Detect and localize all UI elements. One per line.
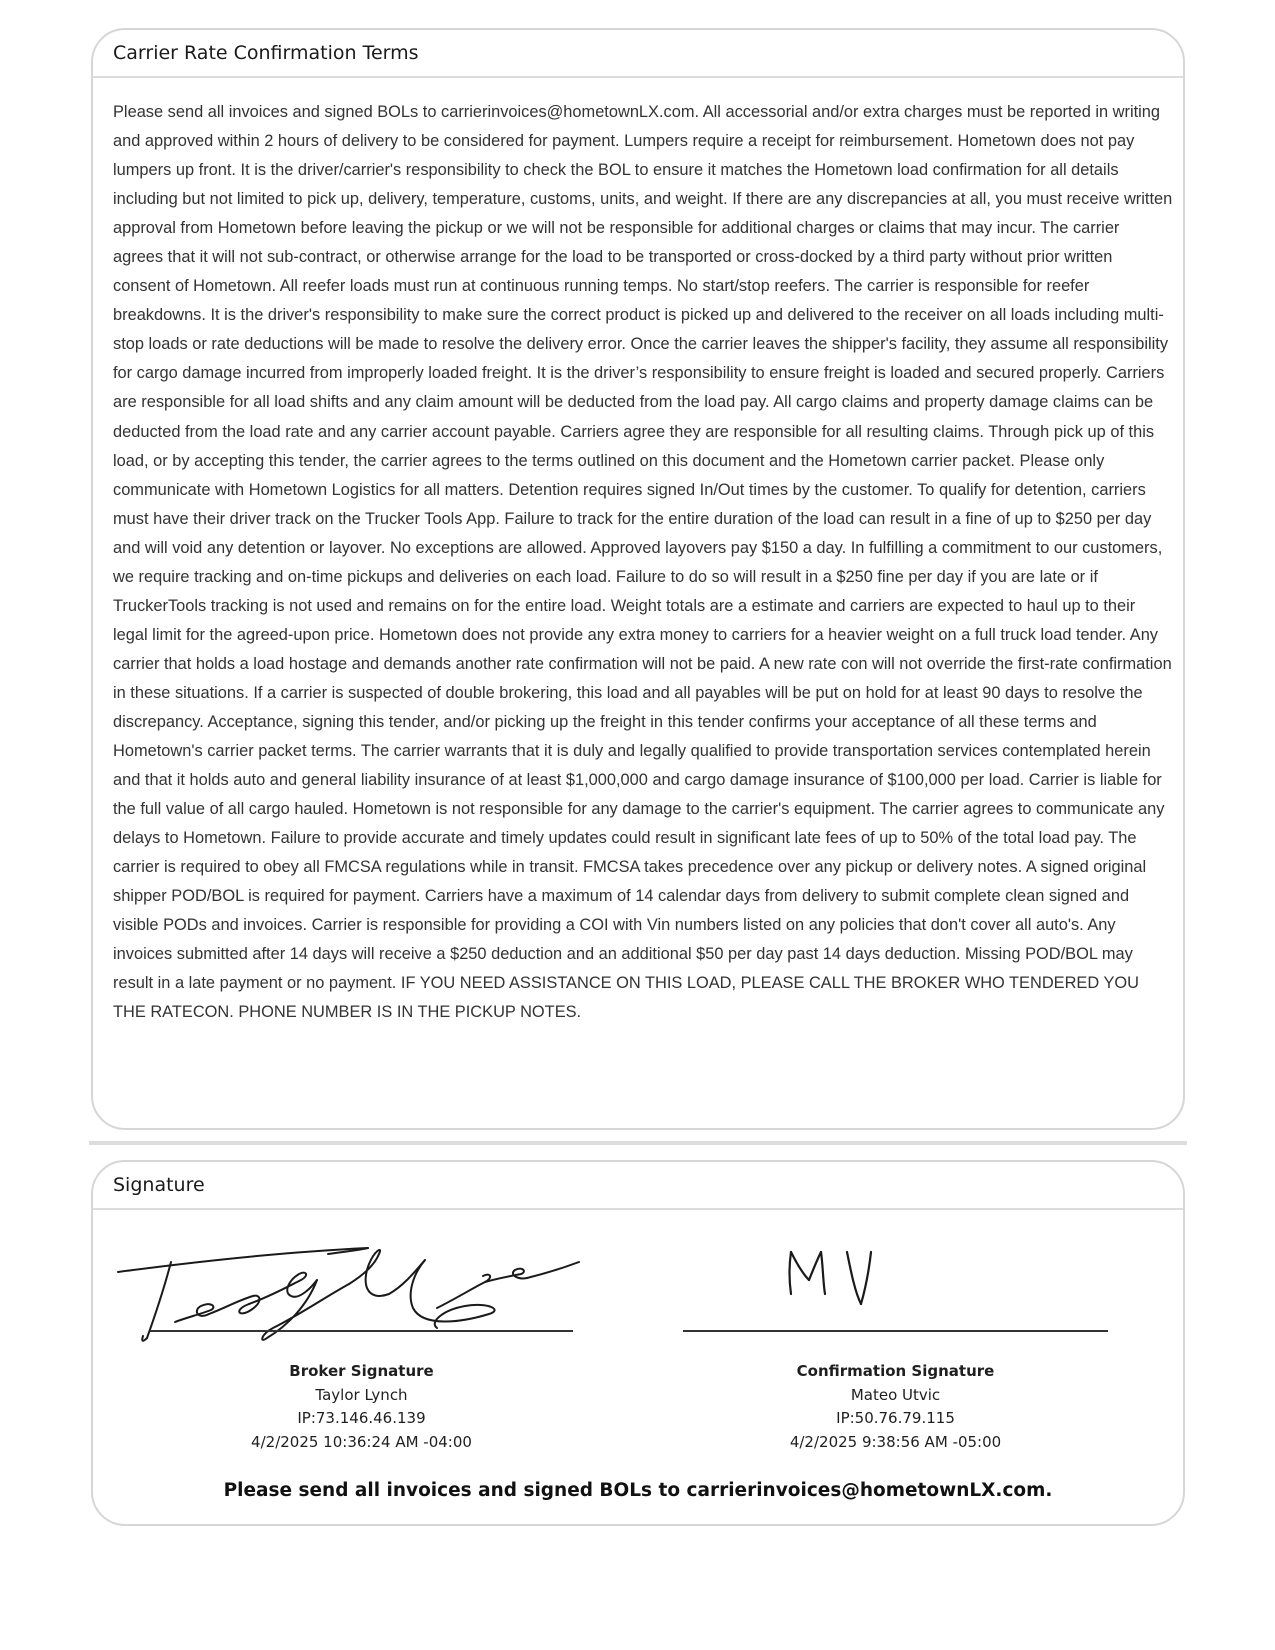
confirmation-signature-label: Confirmation Signature xyxy=(796,1362,995,1380)
confirmation-ip: IP:50.76.79.115 xyxy=(836,1409,955,1427)
terms-title: Carrier Rate Confirmation Terms xyxy=(93,30,1183,78)
section-divider xyxy=(89,1141,1187,1145)
broker-signature-line xyxy=(150,1330,573,1332)
confirmation-handwritten-signature xyxy=(683,1210,1153,1350)
terms-body: Please send all invoices and signed BOLs to carrierinvoices@hometownLX.com. All accessorial and/or extra charges must be reported in writing and approved within 2 hours of delivery to be considered for payment. Lumpers require a receipt for reimbursement. Hometown does not pay lumpers up front. It is the driver/carrier's responsibility to check the BOL to ensure it matches the Hometown load confirmation for all details including but not limited to pick up, delivery, temperature, customs, units, and weight. If there are any discrepancies at all, you must receive written approval from Hometown before leaving the pickup or we will not be responsible for additional charges or claims that may incur. The carrier agrees that it will not sub-contract, or otherwise arrange for the load to be transported or cross-docked by a third party without prior written consent of Hometown. All reefer loads must run at continuous running temps. No start/stop reefers. The carrier is responsible for reefer breakdowns. It is the driver's responsibility to make sure the correct product is picked up and delivered to the receiver on all loads including multi-stop loads or rate deductions will be made to resolve the delivery error. Once the carrier leaves the shipper's facility, they assume all responsibility for cargo damage incurred from improperly loaded freight. It is the driver’s responsibility to ensure freight is loaded and secured properly. Carriers are responsible for all load shifts and any claim amount will be deducted from the load pay. All cargo claims and property damage claims can be deducted from the load rate and any carrier account payable. Carriers agree they are responsible for all resulting claims. Through pick up of this load, or by accepting this tender, the carrier agrees to the terms outlined on this document and the Hometown carrier packet. Please only communicate with Hometown Logistics for all matters. Detention requires signed In/Out times by the customer. To qualify for detention, carriers must have their driver track on the Trucker Tools App. Failure to track for the entire duration of the load can result in a fine of up to $250 per day and will void any detention or layover. No exceptions are allowed. Approved layovers pay $150 a day. In fulfilling a commitment to our customers, we require tracking and on-time pickups and deliveries on each load. Failure to do so will result in a $250 fine per day if you are late or if TruckerTools tracking is not used and remains on for the entire load. Weight totals are a estimate and carriers are expected to haul up to their legal limit for the agreed-upon price. Hometown does not provide any extra money to carriers for a heavier weight on a full truck load tender. Any carrier that holds a load hostage and demands another rate confirmation will not be paid. A new rate con will not override the first-rate confirmation in these situations. If a carrier is suspected of double brokering, this load and all payables will be put on hold for at least 90 days to resolve the discrepancy. Acceptance, signing this tender, and/or picking up the freight in this tender confirms your acceptance of all these terms and Hometown's carrier packet terms. The carrier warrants that it is duly and legally qualified to provide transportation services contemplated herein and that it holds auto and general liability insurance of at least $1,000,000 and cargo damage insurance of $100,000 per load. Carrier is liable for the full value of all cargo hauled. Hometown is not responsible for any damage to the carrier's equipment. The carrier agrees to communicate any delays to Hometown. Failure to provide accurate and timely updates could result in significant late fees of up to 50% of the total load pay. The carrier is required to obey all FMCSA regulations while in transit. FMCSA takes precedence over any pickup or delivery notes. A signed original shipper POD/BOL is required for payment. Carriers have a maximum of 14 calendar days from delivery to submit complete clean signed and visible PODs and invoices. Carrier is responsible for providing a COI with Vin numbers listed on any policies that don't cover all auto's. Any invoices submitted after 14 days will receive a $250 deduction and an additional $50 per day past 14 days deduction. Missing POD/BOL may result in a late payment or no payment. IF YOU NEED ASSISTANCE ON THIS LOAD, PLEASE CALL THE BROKER WHO TENDERED YOU THE RATECON. PHONE NUMBER IS IN THE PICKUP NOTES. xyxy=(113,103,1173,1022)
invoice-footer-note: Please send all invoices and signed BOLs to carrierinvoices@hometownLX.com. xyxy=(223,1480,1053,1501)
confirmation-signature-info xyxy=(683,1360,1108,1454)
confirmation-signature-line xyxy=(683,1330,1108,1332)
broker-ip: IP:73.146.46.139 xyxy=(297,1409,426,1427)
broker-signature-info xyxy=(150,1360,573,1454)
signature-title: Signature xyxy=(93,1162,1183,1210)
terms-card xyxy=(91,28,1185,1130)
confirmation-timestamp: 4/2/2025 9:38:56 AM -05:00 xyxy=(789,1432,1002,1451)
broker-signature-block xyxy=(113,1210,583,1455)
confirmation-signature-block xyxy=(683,1210,1153,1455)
signature-card xyxy=(91,1160,1185,1526)
broker-name: Taylor Lynch xyxy=(315,1385,408,1404)
confirmation-name: Mateo Utvic xyxy=(850,1385,941,1404)
broker-handwritten-signature xyxy=(113,1210,583,1350)
broker-timestamp: 4/2/2025 10:36:24 AM -04:00 xyxy=(251,1432,472,1451)
broker-signature-label: Broker Signature xyxy=(289,1362,434,1380)
